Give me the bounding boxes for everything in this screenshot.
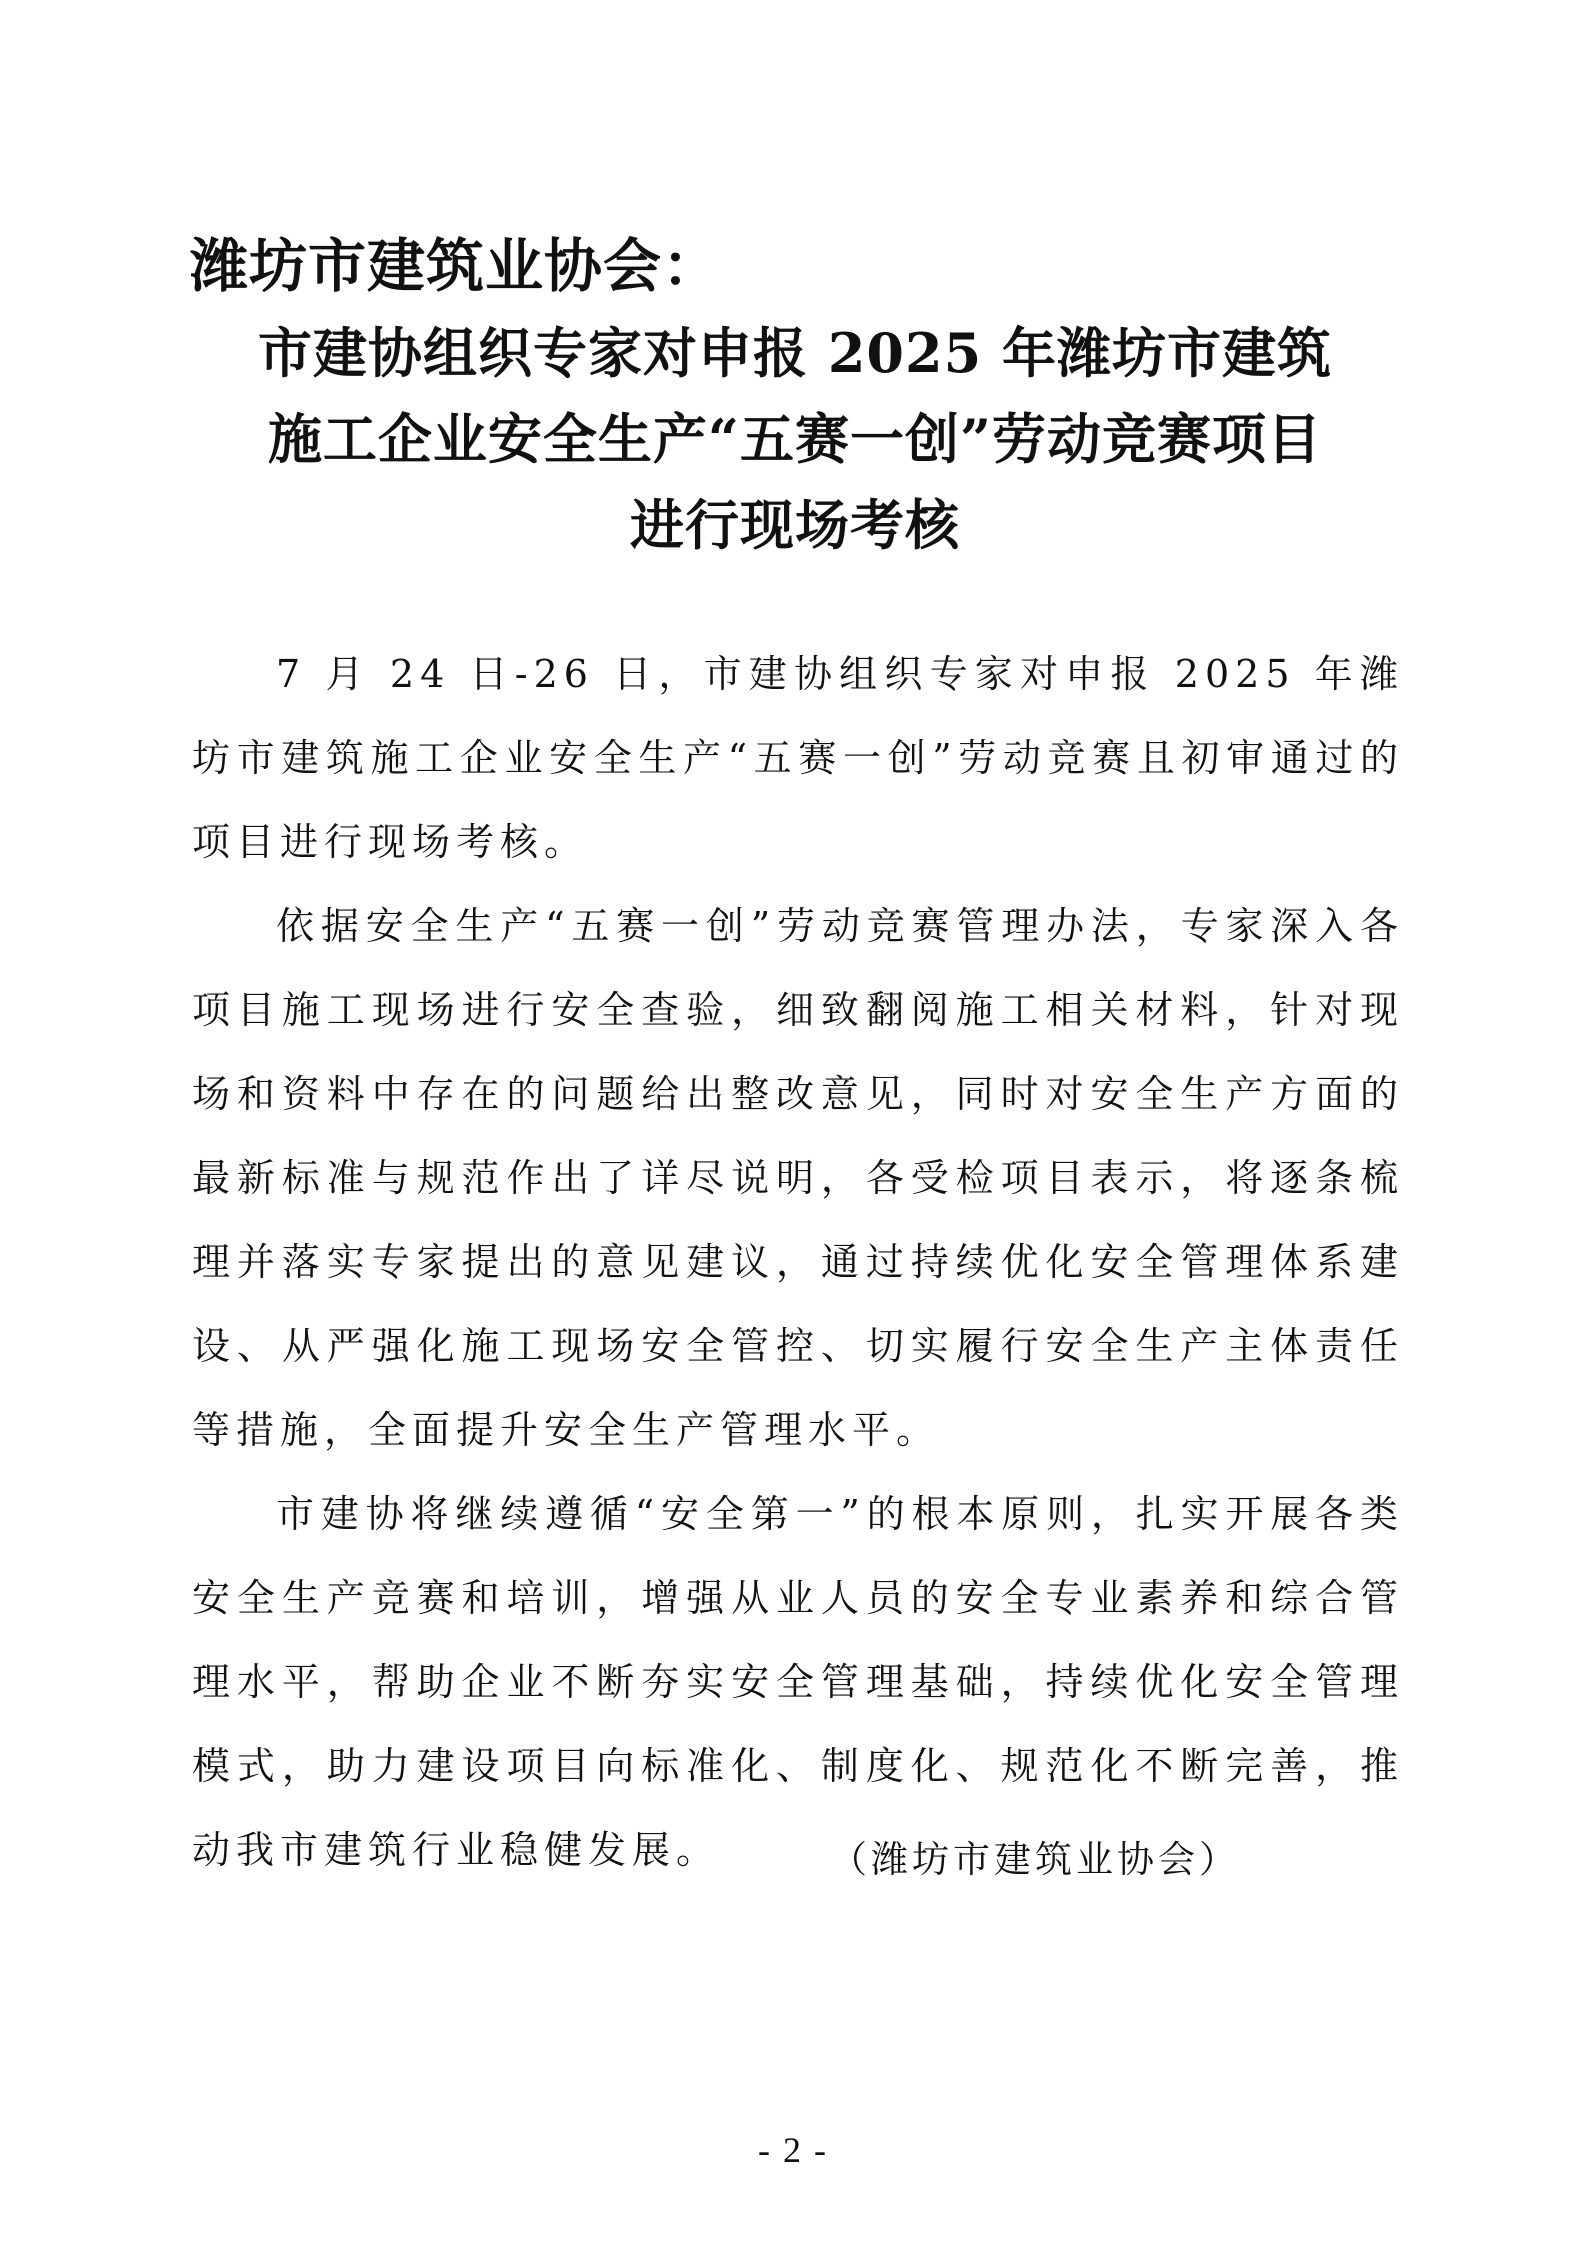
title-line: 施工企业安全生产“五赛一创”劳动竞赛项目 (267, 407, 1323, 471)
body-paragraph: 市建协将继续遵循“安全第一”的根本原则，扎实开展各类安全生产竞赛和培训，增强从业人员的安全专业素养和综合管理水平，帮助企业不断夯实安全管理基础，持续优化安全管理模式，助力建设项目向标准化、制度化、规范化不断完善，推动我市建筑行业稳健发展。 (192, 1492, 1404, 1872)
organization-heading: 潍坊市建筑业协会： (190, 232, 722, 300)
signature: （潍坊市建筑业协会） (830, 1838, 1240, 1881)
page-number: - 2 - (758, 2130, 828, 2170)
body-paragraph: 7 月 24 日-26 日，市建协组织专家对申报 2025 年潍坊市建筑施工企业安全生产“五赛一创”劳动竞赛且初审通过的项目进行现场考核。 (192, 652, 1404, 864)
title-line: 市建协组织专家对申报 2025 年潍坊市建筑 (258, 321, 1332, 385)
article-body (192, 632, 1404, 1892)
article-title (190, 310, 1400, 568)
title-line: 进行现场考核 (630, 493, 960, 557)
body-paragraph: 依据安全生产“五赛一创”劳动竞赛管理办法，专家深入各项目施工现场进行安全查验，细致翻阅施工相关材料，针对现场和资料中存在的问题给出整改意见，同时对安全生产方面的最新标准与规范作出了详尽说明，各受检项目表示，将逐条梳理并落实专家提出的意见建议，通过持续优化安全管理体系建设、从严强化施工现场安全管控、切实履行安全生产主体责任等措施，全面提升安全生产管理水平。 (192, 904, 1404, 1452)
